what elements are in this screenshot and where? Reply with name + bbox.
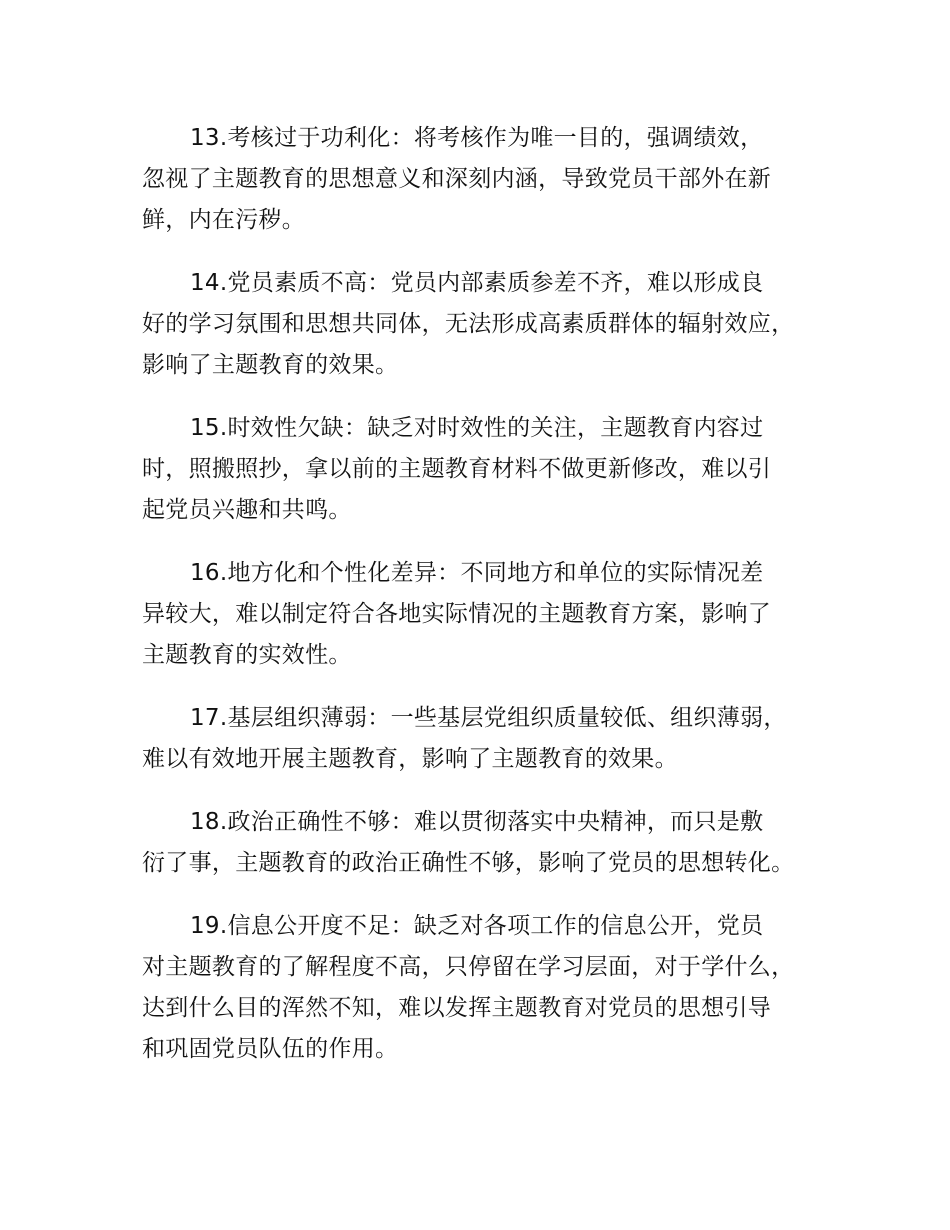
document-body bbox=[142, 118, 842, 1092]
paragraph-19 bbox=[142, 906, 842, 1070]
paragraph-13 bbox=[142, 118, 842, 241]
paragraph-line: 17.基层组织薄弱：一些基层党组织质量较低、组织薄弱， bbox=[190, 705, 787, 731]
paragraph-17 bbox=[142, 698, 842, 780]
paragraph-line: 和巩固党员队伍的作用。 bbox=[142, 1036, 399, 1062]
paragraph-line: 13.考核过于功利化：将考核作为唯一目的，强调绩效， bbox=[190, 125, 764, 151]
paragraph-line: 鲜，内在污秽。 bbox=[142, 207, 306, 233]
paragraph-line: 异较大，难以制定符合各地实际情况的主题教育方案，影响了 bbox=[142, 601, 772, 627]
paragraph-14 bbox=[142, 263, 842, 386]
paragraph-line: 影响了主题教育的效果。 bbox=[142, 352, 399, 378]
paragraph-line: 达到什么目的浑然不知，难以发挥主题教育对党员的思想引导 bbox=[142, 995, 772, 1021]
paragraph-line: 对主题教育的了解程度不高，只停留在学习层面，对于学什么， bbox=[142, 954, 795, 980]
paragraph-line: 18.政治正确性不够：难以贯彻落实中央精神，而只是敷 bbox=[190, 809, 764, 835]
paragraph-line: 15.时效性欠缺：缺乏对时效性的关注，主题教育内容过 bbox=[190, 415, 764, 441]
paragraph-line: 起党员兴趣和共鸣。 bbox=[142, 497, 352, 523]
paragraph-18 bbox=[142, 802, 842, 884]
paragraph-15 bbox=[142, 408, 842, 531]
paragraph-line: 14.党员素质不高：党员内部素质参差不齐，难以形成良 bbox=[190, 270, 764, 296]
paragraph-line: 忽视了主题教育的思想意义和深刻内涵，导致党员干部外在新 bbox=[142, 166, 772, 192]
paragraph-16 bbox=[142, 553, 842, 676]
paragraph-line: 19.信息公开度不足：缺乏对各项工作的信息公开，党员 bbox=[190, 913, 764, 939]
paragraph-line: 16.地方化和个性化差异：不同地方和单位的实际情况差 bbox=[190, 560, 764, 586]
paragraph-line: 难以有效地开展主题教育，影响了主题教育的效果。 bbox=[142, 746, 678, 772]
paragraph-line: 主题教育的实效性。 bbox=[142, 642, 352, 668]
paragraph-line: 好的学习氛围和思想共同体，无法形成高素质群体的辐射效应， bbox=[142, 311, 795, 337]
paragraph-line: 衍了事，主题教育的政治正确性不够，影响了党员的思想转化。 bbox=[142, 850, 795, 876]
paragraph-line: 时，照搬照抄，拿以前的主题教育材料不做更新修改，难以引 bbox=[142, 456, 772, 482]
